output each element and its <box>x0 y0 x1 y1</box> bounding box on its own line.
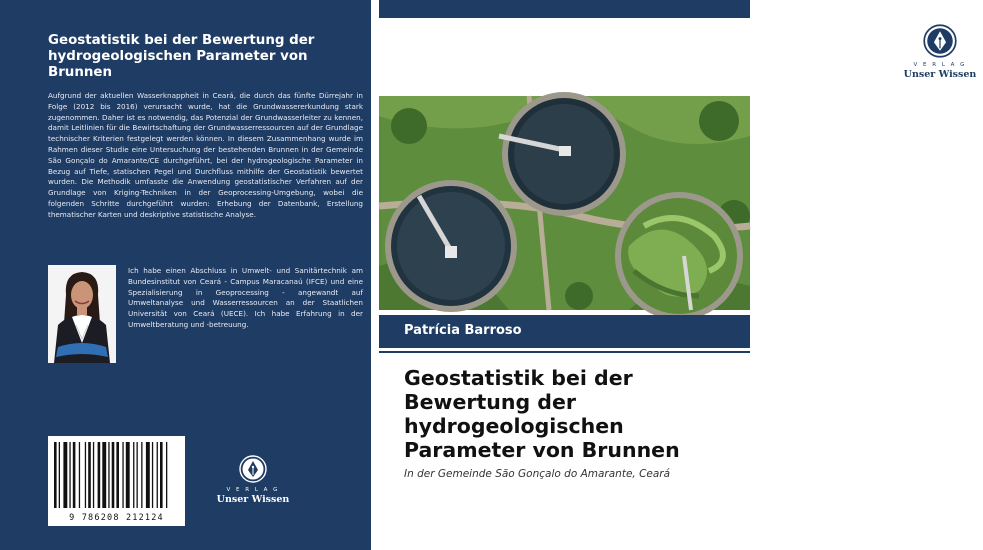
cover-photo-treatment-tanks <box>379 96 750 310</box>
pen-nib-icon <box>923 24 957 58</box>
front-title: Geostatistik bei der Bewertung der hydrogeologischen Parameter von Brunnen <box>404 366 680 462</box>
back-title: Geostatistik bei der Bewertung der hydrogeologischen Parameter von Brunnen <box>48 33 315 80</box>
publisher-name: Unser Wissen <box>903 69 977 80</box>
publisher-name: Unser Wissen <box>216 494 290 505</box>
front-author-name: Patrícia Barroso <box>404 323 522 338</box>
isbn-barcode <box>48 436 185 526</box>
spine <box>371 0 379 550</box>
back-blurb: Aufgrund der aktuellen Wasserknappheit in Ceará, die durch das fünfte Dürrejahr in Folge (2012 bis 2016) verursacht wurde, hat die Grundwassererkundung stark zugenommen. Daher ist es notwendig, das Potenzial der Grundwasserleiter zu kennen, damit Leitlinien für die Bewirtschaftung der Grundwasserressourcen auf der Grundlage technischer Kriterien festgelegt werden können. In diesem Zusammenhang wurde im Rahmen dieser Studie eine Untersuchung der bestehenden Brunnen in der Gemeinde São Gonçalo do Amarante/CE durchgeführt, bei der hydrogeologische Parameter in Bezug auf Tiefe, statischen Pegel und Durchfluss mithilfe der Geostatistik bewertet wurden. Die Methodik umfasste die Anwendung geostatistischer Verfahren auf der Grundlage von Kriging-Techniken in der Geoprocessing-Umgebung, wobei die folgenden Schritte durchgeführt wurden: Erhebung der Datenbank, Erstellung thematischer Karten und deskriptive statistische Analyse. <box>48 91 363 219</box>
front-cover <box>379 0 977 550</box>
publisher-logo-front <box>897 24 983 80</box>
pen-nib-icon <box>239 455 267 483</box>
author-photo <box>48 265 116 363</box>
publisher-logo-back <box>212 455 294 505</box>
front-subtitle: In der Gemeinde São Gonçalo do Amarante, Ceará <box>404 468 671 480</box>
divider <box>379 351 750 353</box>
front-top-bar <box>379 0 750 18</box>
author-bio: Ich habe einen Abschluss in Umwelt- und Sanitärtechnik am Bundesinstitut von Ceará - Campus Maracanaú (IFCE) und eine Spezialisierung in Geoprocessing - angewandt auf Umweltanalyse und Wasserressourcen an der Staatlichen Universität von Ceará (UECE). Ich habe Erfahrung in der Umweltberatung und -betreuung. <box>128 266 363 329</box>
isbn-digits: 9 786208 212124 <box>69 513 164 523</box>
publisher-verlag-label: V E R L A G <box>226 487 280 493</box>
publisher-verlag-label: V E R L A G <box>913 62 967 68</box>
barcode-bars <box>48 436 185 514</box>
back-cover <box>0 0 371 550</box>
